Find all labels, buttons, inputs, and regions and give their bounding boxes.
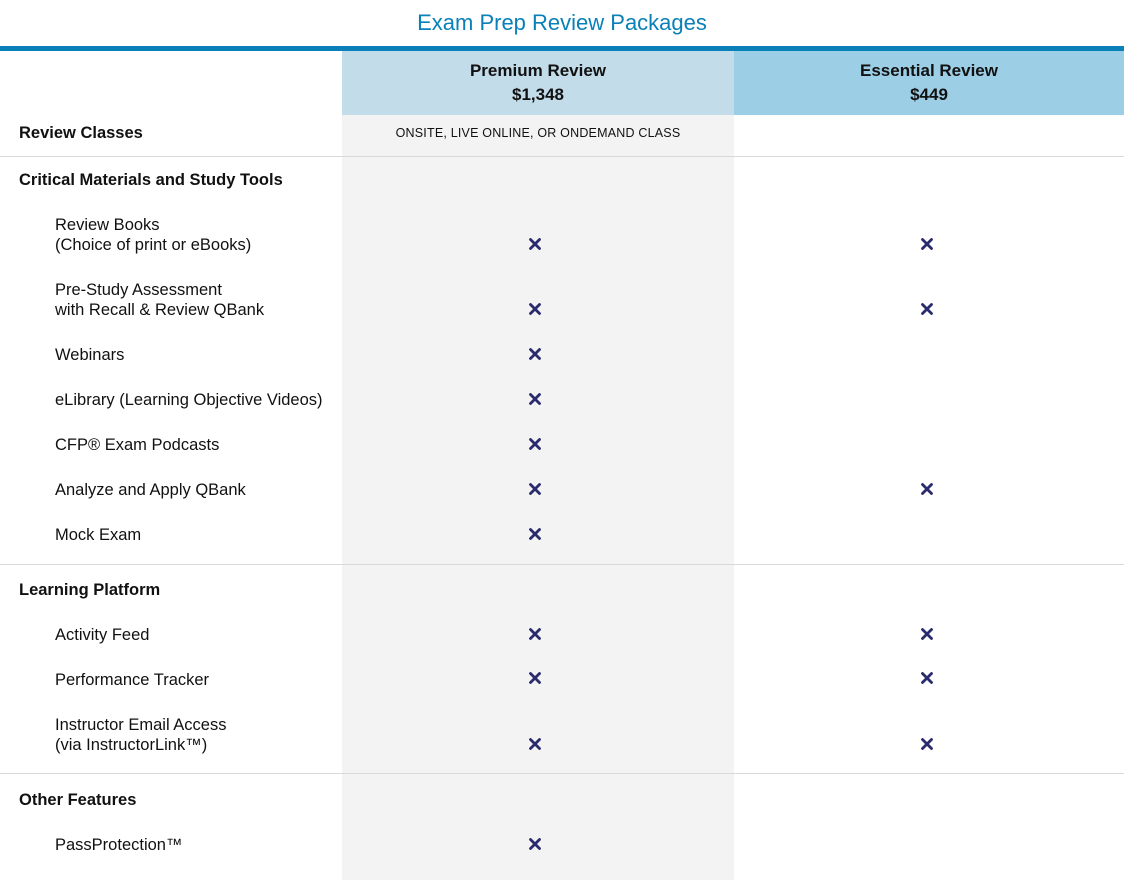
essential-review-name: Essential Review <box>860 61 998 80</box>
feature-label-line: Pre-Study Assessment <box>55 281 222 299</box>
essential-review-header <box>734 51 1124 115</box>
feature-label-line: Instructor Email Access <box>55 716 227 734</box>
feature-label: PassProtection™ <box>55 836 183 854</box>
feature-label-line: (via InstructorLink™) <box>55 736 208 754</box>
x-mark-icon <box>528 837 542 851</box>
x-mark-icon <box>920 302 934 316</box>
x-mark-icon <box>528 671 542 685</box>
x-mark-icon <box>920 237 934 251</box>
section-title-learning-platform: Learning Platform <box>19 581 161 599</box>
x-mark-icon <box>528 347 542 361</box>
x-mark-icon <box>528 482 542 496</box>
feature-label: Activity Feed <box>55 626 150 644</box>
feature-label: Performance Tracker <box>55 671 210 689</box>
section-divider <box>0 564 1124 565</box>
page-title: Exam Prep Review Packages <box>417 10 707 35</box>
section-title-other-features: Other Features <box>19 791 137 809</box>
feature-label-line: with Recall & Review QBank <box>55 301 265 319</box>
feature-label <box>55 215 251 255</box>
essential-review-price: $449 <box>910 85 948 104</box>
x-mark-icon <box>528 437 542 451</box>
x-mark-icon <box>920 671 934 685</box>
x-mark-icon <box>528 737 542 751</box>
review-classes-label: Review Classes <box>19 124 143 142</box>
feature-label: eLibrary (Learning Objective Videos) <box>55 391 323 409</box>
feature-label: Webinars <box>55 346 125 364</box>
feature-label <box>55 715 226 755</box>
feature-label: Analyze and Apply QBank <box>55 481 246 499</box>
feature-label-line: (Choice of print or eBooks) <box>55 236 252 254</box>
x-mark-icon <box>528 527 542 541</box>
x-mark-icon <box>920 627 934 641</box>
section-divider <box>0 156 1124 157</box>
x-mark-icon <box>528 392 542 406</box>
x-mark-icon <box>528 627 542 641</box>
x-mark-icon <box>920 737 934 751</box>
feature-label-line: Review Books <box>55 216 160 234</box>
premium-review-price: $1,348 <box>512 85 564 104</box>
review-classes-premium-note: ONSITE, LIVE ONLINE, OR ONDEMAND CLASS <box>395 126 681 140</box>
section-divider <box>0 773 1124 774</box>
feature-label: Mock Exam <box>55 526 142 544</box>
section-title-critical-materials: Critical Materials and Study Tools <box>19 171 283 189</box>
premium-review-name: Premium Review <box>469 61 607 80</box>
x-mark-icon <box>528 237 542 251</box>
feature-label: CFP® Exam Podcasts <box>55 436 220 454</box>
premium-column-background <box>342 115 734 880</box>
x-mark-icon <box>528 302 542 316</box>
feature-label <box>55 280 264 320</box>
x-mark-icon <box>920 482 934 496</box>
premium-review-header <box>342 51 734 115</box>
